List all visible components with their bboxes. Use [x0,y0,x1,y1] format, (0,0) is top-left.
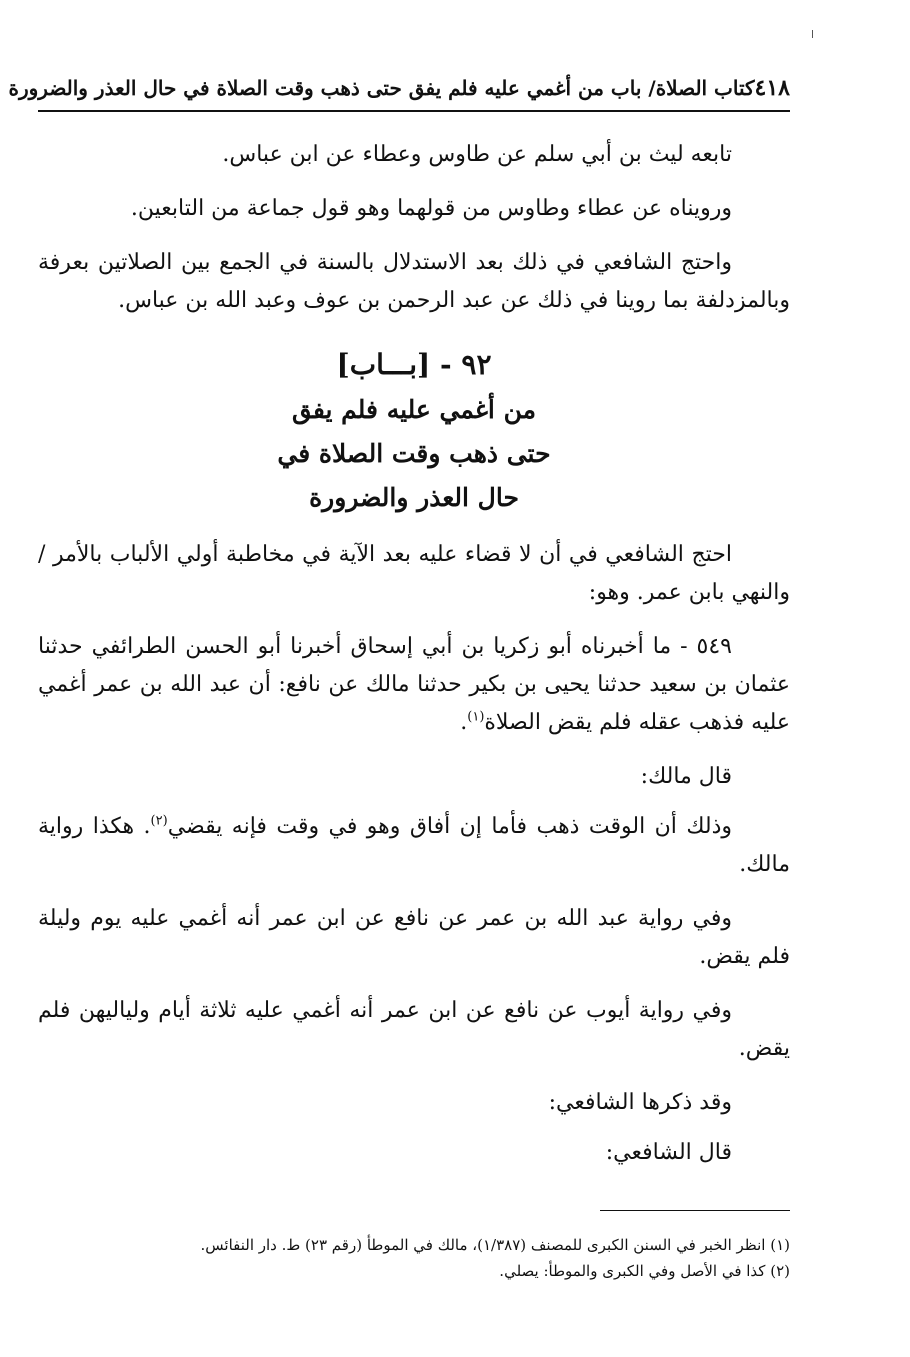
footnote-divider [600,1210,790,1211]
chapter-title-line-1: من أغمي عليه فلم يفق [291,395,536,424]
chapter-number: ٩٢ - [بـــاب] [336,348,492,381]
scan-mark [812,30,813,38]
hadith-549-end: . [460,710,468,735]
footnote-1: (١) انظر الخبر في السنن الكبرى للمصنف (١/٣٨٧)، مالك في الموطأ (رقم ٢٣) ط. دار النفائس. [200,1236,790,1254]
main-paragraph-4-b: . هكذا رواية مالك. [38,814,790,877]
footnote-ref-2: (٢) [150,813,168,829]
page-number: ٤١٨ [754,75,790,101]
page-header [8,66,790,112]
main-paragraph-4 [38,808,790,884]
intro-paragraph-1: تابعه ليث بن أبي سلم عن طاوس وعطاء عن ابن عباس. [222,142,732,167]
chapter-title-line-3: حال العذر والضرورة [309,483,519,512]
main-paragraph-6: وفي رواية أيوب عن نافع عن ابن عمر أنه أغمي عليه ثلاثة أيام ولياليهن فلم يقض. [38,998,790,1061]
chapter-heading [38,342,790,520]
main-paragraph-8: قال الشافعي: [605,1140,732,1165]
main-paragraph-1: احتج الشافعي في أن لا قضاء عليه بعد الآية في مخاطبة أولي الألباب بالأمر /والنهي بابن عمر. وهو: [38,542,790,605]
footnote-2: (٢) كذا في الأصل وفي الكبرى والموطأ: يصلي. [499,1262,790,1280]
main-paragraph-7: وقد ذكرها الشافعي: [548,1090,732,1115]
intro-paragraph-3: واحتج الشافعي في ذلك بعد الاستدلال بالسنة في الجمع بين الصلاتين بعرفة وبالمزدلفة بما روينا في ذلك عن عبد الرحمن بن عوف وعبد الله بن عباس. [38,250,790,313]
footnotes [38,1232,790,1284]
hadith-549-text: ٥٤٩ - ما أخبرناه أبو زكريا بن أبي إسحاق أخبرنا أبو الحسن الطرائفي حدثنا عثمان بن سعيد حدثنا يحيى بن بكير حدثنا مالك عن نافع: أن عبد الله بن عمر أغمي عليه فذهب عقله فلم يقض الصلاة [38,634,790,735]
hadith-549 [38,628,790,742]
main-paragraph-4-a: وذلك أن الوقت ذهب فأما إن أفاق وهو في وقت فإنه يقضي [167,814,733,839]
intro-paragraph-2: ورويناه عن عطاء وطاوس من قولهما وهو قول جماعة من التابعين. [130,196,732,221]
chapter-title-line-2: حتى ذهب وقت الصلاة في [277,439,551,468]
main-paragraph-5: وفي رواية عبد الله بن عمر عن نافع عن ابن عمر أنه أغمي عليه يوم وليلة فلم يقض. [38,906,790,969]
running-title: كتاب الصلاة/ باب من أغمي عليه فلم يفق حتى ذهب وقت الصلاة في حال العذر والضرورة [8,76,755,100]
footnote-ref-1: (١) [467,709,485,725]
main-paragraph-3: قال مالك: [640,764,732,789]
page-body [38,136,790,1184]
